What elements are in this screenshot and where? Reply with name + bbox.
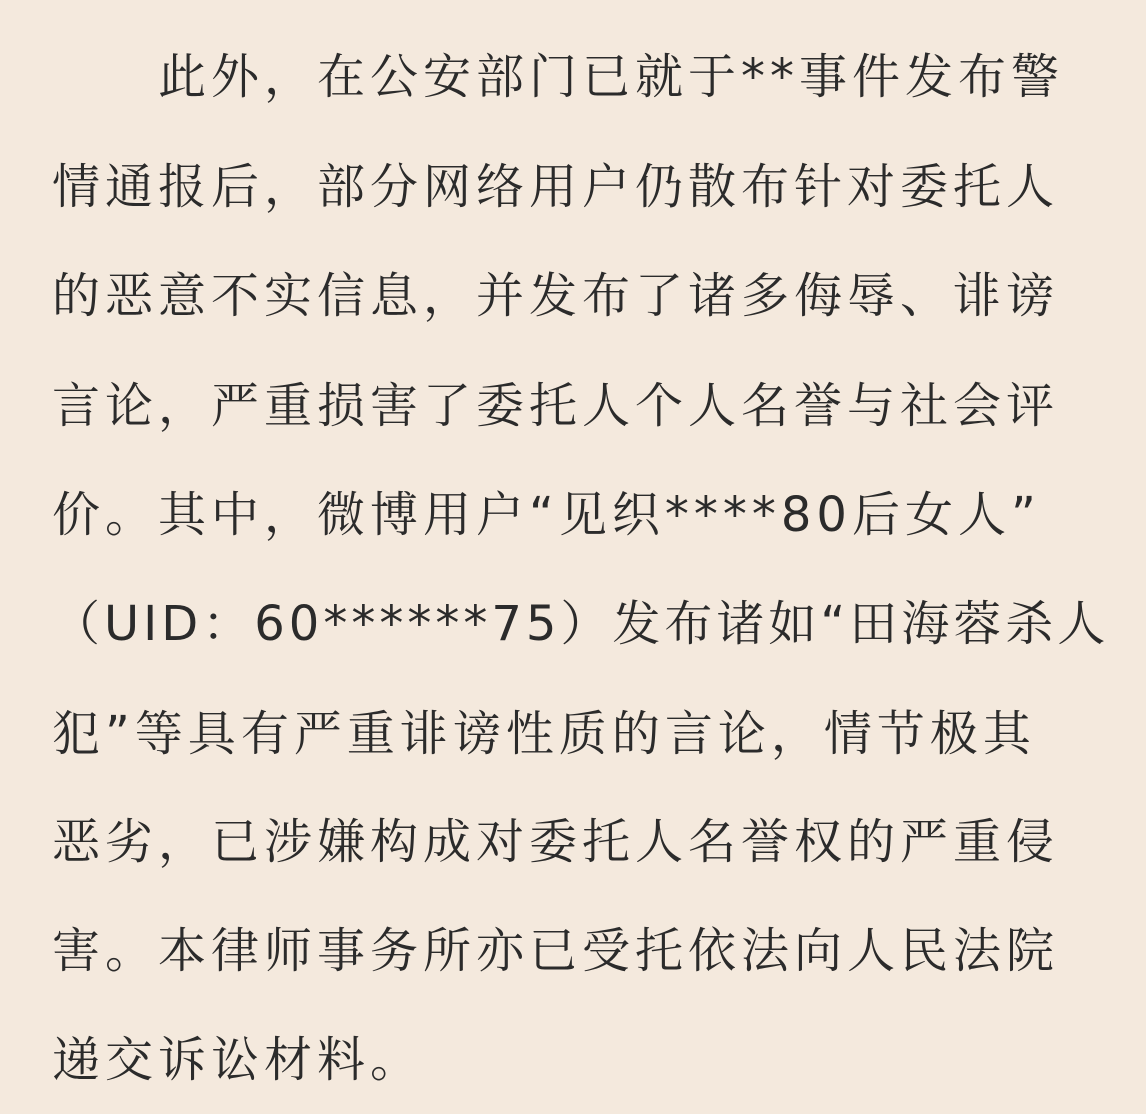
text-line: 的恶意不实信息，并发布了诸多侮辱、诽谤 bbox=[52, 268, 1060, 324]
text-line: （UID：60******75）发布诸如“田海蓉杀人 bbox=[52, 596, 1110, 652]
text-line: 价。其中，微博用户“见织****80后女人” bbox=[52, 487, 1041, 543]
text-line: 犯”等具有严重诽谤性质的言论，情节极其 bbox=[52, 706, 1036, 762]
text-line: 言论，严重损害了委托人个人名誉与社会评 bbox=[52, 378, 1060, 434]
text-line: 此外，在公安部门已就于**事件发布警 bbox=[158, 49, 1065, 105]
text-line: 递交诉讼材料。 bbox=[52, 1032, 424, 1088]
text-line: 害。本律师事务所亦已受托依法向人民法院 bbox=[52, 923, 1060, 979]
text-line: 恶劣，已涉嫌构成对委托人名誉权的严重侵 bbox=[52, 814, 1060, 870]
text-line: 情通报后，部分网络用户仍散布针对委托人 bbox=[52, 159, 1060, 215]
